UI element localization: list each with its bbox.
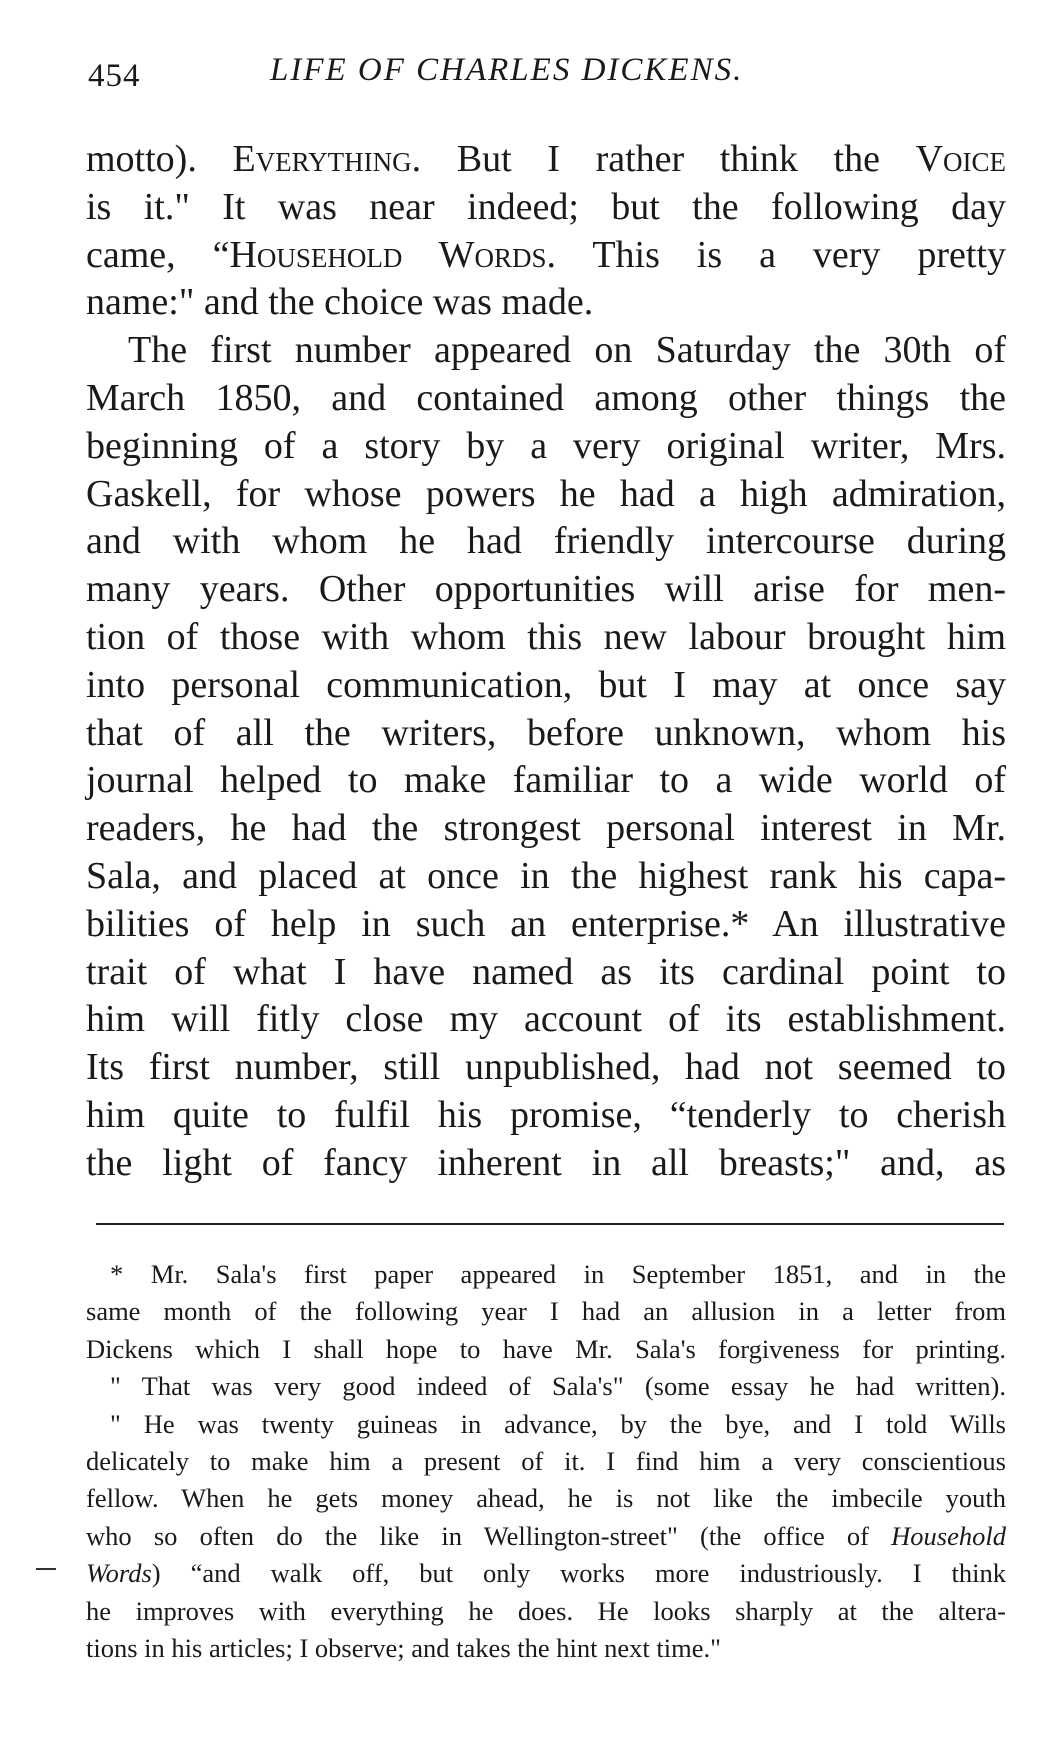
footnote-line: " That was very good indeed of Sala's" (some essay he had written).	[110, 1371, 1006, 1402]
text-run: came, “	[86, 233, 230, 276]
text-line: name:" and the choice was made.	[86, 281, 594, 324]
text-line: trait of what I have named as its cardinal point to	[86, 950, 1006, 993]
text-line: beginning of a story by a very original writer, Mrs.	[86, 424, 1006, 467]
margin-mark	[36, 1568, 56, 1570]
footnote-line: he improves with everything he does. He looks sharply at the altera-	[86, 1595, 1006, 1626]
footnote-line: delicately to make him a present of it. I find him a very conscientious	[86, 1446, 1006, 1477]
text-line: that of all the writers, before unknown, whom his	[86, 711, 1006, 754]
body-text	[86, 136, 1006, 1188]
text-line: the light of fancy inherent in all breasts;" and, as	[86, 1141, 1006, 1184]
text-run: motto).	[86, 138, 197, 180]
footnote	[86, 1256, 1006, 1667]
footnote-line	[86, 1518, 1006, 1555]
page-number: 454	[88, 58, 141, 94]
footnote-line: same month of the following year I had an allusion in a letter from	[86, 1296, 1006, 1327]
italic-words: Words	[86, 1558, 152, 1589]
text-line: is it." It was near indeed; but the following day	[86, 185, 1006, 228]
text-line: many years. Other opportunities will arise for men-	[86, 568, 1006, 611]
footnote-divider	[96, 1223, 1004, 1225]
text-run: who so often do the like in Wellington-street" (the office of	[86, 1520, 869, 1551]
text-line: March 1850, and contained among other things the	[86, 376, 1006, 419]
text-line	[86, 232, 1006, 280]
footnote-line	[86, 1555, 1006, 1592]
small-caps-voice: Voice	[915, 138, 1007, 180]
text-run: This is a very pretty	[592, 233, 1006, 276]
text-line: him will fitly close my account of its establishment.	[86, 998, 1006, 1041]
text-line	[86, 136, 1006, 184]
small-caps-household-words: Household Words.	[229, 233, 557, 276]
text-line: bilities of help in such an enterprise.* An illustrative	[86, 902, 1006, 945]
italic-household: Household	[891, 1520, 1006, 1551]
footnote-first-line: * Mr. Sala's first paper appeared in September 1851, and in the	[110, 1259, 1006, 1289]
text-line: into personal communication, but I may at once say	[86, 663, 1006, 706]
footnote-line: Dickens which I shall hope to have Mr. Sala's forgiveness for printing.	[86, 1333, 1006, 1364]
running-title: LIFE OF CHARLES DICKENS.	[270, 52, 744, 88]
text-line: him quite to fulfil his promise, “tenderly to cherish	[86, 1093, 1006, 1136]
text-line: and with whom he had friendly intercourse during	[86, 520, 1006, 563]
footnote-line: " He was twenty guineas in advance, by the bye, and I told Wills	[110, 1408, 1006, 1439]
text-line: journal helped to make familiar to a wide world of	[86, 759, 1006, 802]
text-line: readers, he had the strongest personal interest in Mr.	[86, 807, 1006, 850]
footnote-line: fellow. When he gets money ahead, he is not like the imbecile youth	[86, 1483, 1006, 1514]
footnote-line: tions in his articles; I observe; and takes the hint next time."	[86, 1633, 721, 1664]
text-line: Its first number, still unpublished, had not seemed to	[86, 1046, 1006, 1089]
paragraph-first-line: The first number appeared on Saturday the 30th of	[128, 329, 1006, 372]
text-run: But I rather think the	[456, 138, 880, 180]
small-caps-everything: Everything.	[232, 138, 422, 180]
text-run: ) “and walk off, but only works more industriously. I think	[151, 1558, 1006, 1589]
text-line: Gaskell, for whose powers he had a high admiration,	[86, 472, 1006, 515]
text-line: tion of those with whom this new labour brought him	[86, 615, 1006, 658]
text-line: Sala, and placed at once in the highest rank his capa-	[86, 854, 1006, 897]
